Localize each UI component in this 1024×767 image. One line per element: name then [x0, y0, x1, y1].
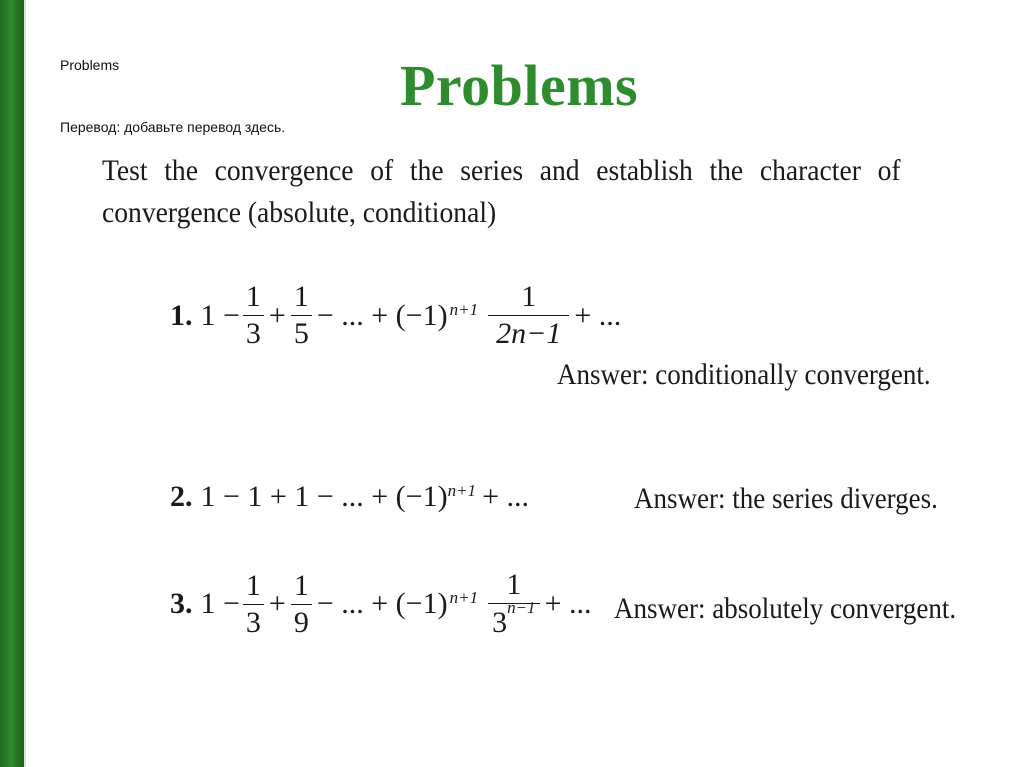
fraction-numerator: 1 [293, 280, 309, 313]
series-lead: 1 − [200, 587, 240, 620]
fraction-denominator [488, 598, 539, 639]
fraction-numerator: 1 [521, 280, 537, 313]
fraction-denominator: 9 [291, 604, 312, 638]
series-lead: 1 − [200, 298, 240, 332]
fraction-term [291, 282, 312, 349]
series-middle: − ... + (−1) [316, 587, 448, 620]
problem-2-series [170, 480, 531, 514]
general-term-fraction [488, 282, 569, 349]
fraction-numerator: 1 [245, 568, 261, 602]
fraction-denominator: 3 [243, 604, 264, 638]
fraction-numerator: 1 [506, 568, 522, 601]
left-accent-bar [0, 0, 24, 767]
series-middle: − ... + (−1) [316, 298, 448, 332]
fraction-term [291, 568, 312, 639]
plus-sign: + [268, 298, 286, 332]
fraction-term [243, 282, 264, 349]
problem-number: 3. [170, 587, 193, 620]
problem-3-series [170, 570, 593, 638]
series-exponent: n+1 [449, 299, 479, 319]
denominator-base: 3 [492, 606, 508, 639]
problem-number: 1. [170, 298, 193, 332]
series-exponent: n+1 [449, 588, 479, 607]
fraction-term [243, 568, 264, 639]
denominator-exponent: n−1 [507, 598, 536, 617]
left-accent-edge [24, 0, 26, 767]
fraction-numerator: 1 [293, 568, 309, 602]
fraction-numerator: 1 [245, 280, 261, 313]
problem-number: 2. [170, 480, 193, 513]
fraction-denominator: 3 [243, 315, 264, 349]
general-term-fraction [488, 570, 539, 638]
plus-sign: + [268, 587, 286, 620]
fraction-denominator: 2n−1 [488, 315, 569, 349]
slide-label: Problems [60, 57, 120, 73]
series-tail: + ... [544, 587, 592, 620]
series-tail: + ... [574, 298, 622, 332]
series-body: 1 − 1 + 1 − ... + (−1) [200, 480, 448, 513]
problem-1-answer: Answer: conditionally convergent. [557, 358, 931, 391]
series-tail: + ... [482, 480, 529, 513]
series-exponent: n+1 [447, 481, 477, 500]
page-title: Problems [400, 53, 639, 118]
problem-3-answer: Answer: absolutely convergent. [614, 592, 957, 625]
problem-1-series [170, 282, 623, 349]
problem-2-answer: Answer: the series diverges. [634, 482, 938, 515]
fraction-denominator: 5 [291, 315, 312, 349]
translation-note: Перевод: добавьте перевод здесь. [60, 119, 286, 135]
problem-instructions: Test the convergence of the series and establish the character of convergence (absolute, conditional) [102, 154, 901, 229]
